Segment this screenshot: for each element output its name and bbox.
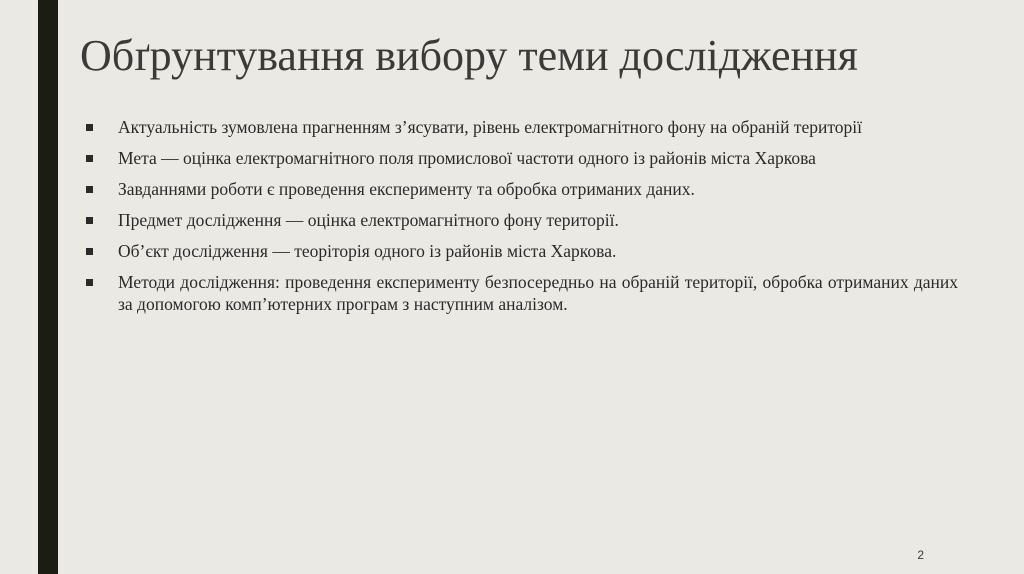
square-bullet-icon	[86, 279, 93, 286]
bullet-text: Мета — оцінка електромагнітного поля промислової частоти одного із районів міста Харкова	[118, 148, 816, 168]
bullet-list	[86, 116, 958, 324]
page-number: 2	[917, 548, 924, 562]
square-bullet-icon	[86, 217, 93, 224]
bullet-item-methods	[86, 271, 958, 315]
bullet-item-goal	[86, 147, 958, 169]
bullet-item-subject	[86, 209, 958, 231]
bullet-item-tasks	[86, 178, 958, 200]
bullet-text: Об’єкт дослідження — теоріторія одного із районів міста Харкова.	[118, 241, 617, 261]
slide-title: Обґрунтування вибору теми дослідження	[80, 31, 858, 80]
bullet-text: Завданнями роботи є проведення експерименту та обробка отриманих даних.	[118, 179, 695, 199]
bullet-item-object	[86, 240, 958, 262]
square-bullet-icon	[86, 186, 93, 193]
bullet-text: Предмет дослідження — оцінка електромагнітного фону території.	[118, 210, 619, 230]
square-bullet-icon	[86, 248, 93, 255]
bullet-item-relevance	[86, 116, 958, 138]
bullet-text: Методи дослідження: проведення експерименту безпосередньо на обраній території, обробка отриманих даних за допомогою комп’ютерних програм з наступним аналізом.	[118, 272, 958, 314]
square-bullet-icon	[86, 124, 93, 131]
bullet-text: Актуальність зумовлена прагненням з’ясувати, рівень електромагнітного фону на обраній території	[118, 117, 862, 137]
accent-bar	[38, 0, 58, 574]
square-bullet-icon	[86, 155, 93, 162]
